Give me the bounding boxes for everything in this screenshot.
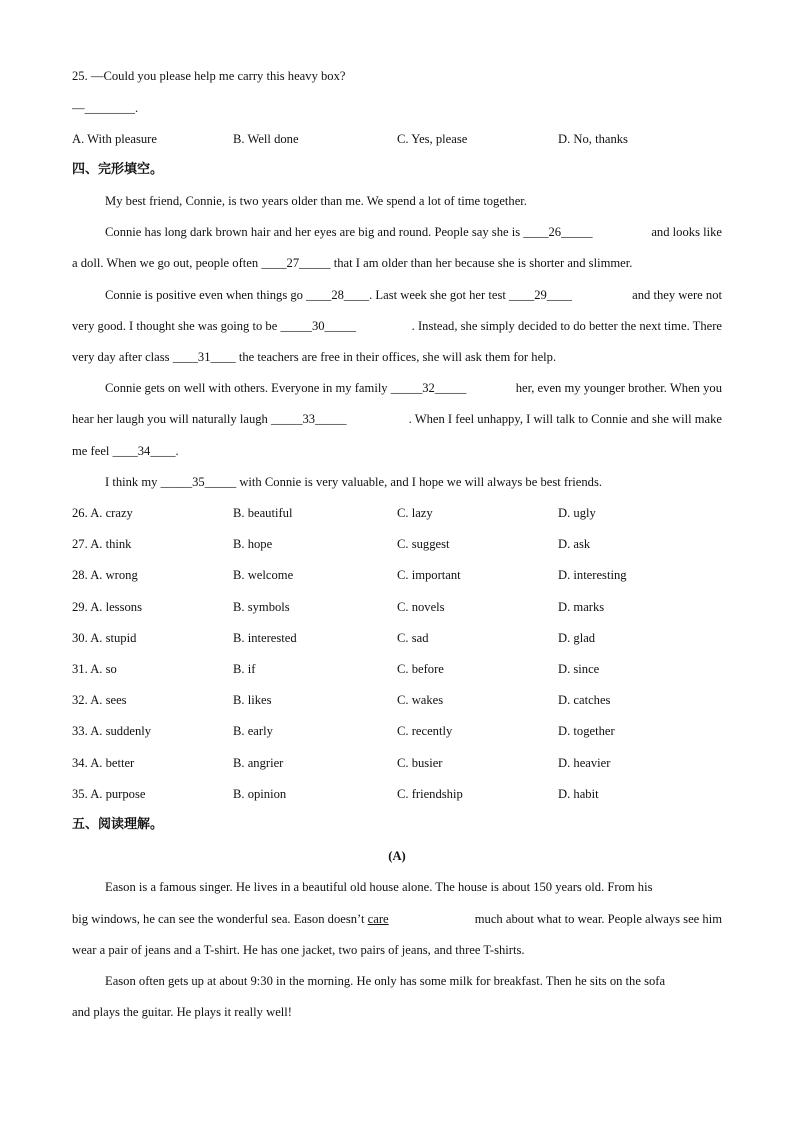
q35-option-d: D. habit	[558, 787, 599, 801]
blank-26: ____26_____	[523, 225, 593, 239]
passage-paragraph-4-line-3: me feel ____34____.	[72, 444, 179, 458]
q25-option-b: B. Well done	[233, 132, 299, 146]
blank-34: ____34____	[112, 444, 176, 458]
blank-28: ____28____	[306, 288, 370, 302]
q33-option-b: B. early	[233, 724, 273, 738]
q28-option-b: B. welcome	[233, 568, 294, 582]
q25-question: 25. —Could you please help me carry this heavy box?	[72, 69, 346, 83]
q27-option-d: D. ask	[558, 537, 591, 551]
q31-option-b: B. if	[233, 662, 256, 676]
q26-option-a: 26. A. crazy	[72, 506, 133, 520]
passage-paragraph-2-line-2: a doll. When we go out, people often ____27_____ that I am older than her because she is shorter and slimmer.	[72, 256, 633, 270]
q33-option-a: 33. A. suddenly	[72, 724, 152, 738]
passage-paragraph-2-line-1: Connie has long dark brown hair and her eyes are big and round. People say she is ____26_____ and looks like	[105, 225, 722, 239]
blank-30: _____30_____	[280, 319, 357, 333]
q30-option-c: C. sad	[397, 631, 429, 645]
q29-option-c: C. novels	[397, 600, 445, 614]
passage-paragraph-3-line-1: Connie is positive even when things go ____28____. Last week she got her test ____29____ and they were not	[105, 288, 722, 302]
q35-option-b: B. opinion	[233, 787, 287, 801]
q30-option-a: 30. A. stupid	[72, 631, 137, 645]
q29-option-b: B. symbols	[233, 600, 290, 614]
q32-option-b: B. likes	[233, 693, 272, 707]
q27-option-a: 27. A. think	[72, 537, 132, 551]
passage-paragraph-1: My best friend, Connie, is two years older than me. We spend a lot of time together.	[105, 194, 527, 208]
passage-paragraph-4-line-2: hear her laugh you will naturally laugh _____33_____ . When I feel unhappy, I will talk to Connie and she will make	[72, 412, 722, 426]
section5-heading: 五、阅读理解。	[72, 817, 164, 832]
passage-a-label: (A)	[388, 849, 406, 863]
q34-option-c: C. busier	[397, 756, 443, 770]
passage-paragraph-3-line-2: very good. I thought she was going to be _____30_____ . Instead, she simply decided to do better the next time. There	[72, 319, 722, 333]
q34-option-d: D. heavier	[558, 756, 611, 770]
blank-33: _____33_____	[271, 412, 347, 426]
q32-option-d: D. catches	[558, 693, 611, 707]
passage-paragraph-4-line-1: Connie gets on well with others. Everyone in my family _____32_____ her, even my younger brother. When you	[105, 381, 722, 395]
q32-option-c: C. wakes	[397, 693, 444, 707]
reading-paragraph-1-line-3: wear a pair of jeans and a T-shirt. He has one jacket, two pairs of jeans, and three T-shirts.	[72, 943, 525, 957]
passage-paragraph-3-line-3: very day after class ____31____ the teachers are free in their offices, she will ask them for help.	[72, 350, 557, 364]
q33-option-c: C. recently	[397, 724, 453, 738]
section4-heading: 四、完形填空。	[72, 162, 164, 177]
q25-option-d: D. No, thanks	[558, 132, 628, 146]
blank-35: _____35_____	[160, 475, 237, 489]
q31-option-c: C. before	[397, 662, 444, 676]
reading-paragraph-1-line-1: Eason is a famous singer. He lives in a beautiful old house alone. The house is about 150 years old. From his	[105, 880, 653, 894]
q27-option-b: B. hope	[233, 537, 273, 551]
q34-option-a: 34. A. better	[72, 756, 135, 770]
q29-option-a: 29. A. lessons	[72, 600, 142, 614]
q32-option-a: 32. A. sees	[72, 693, 127, 707]
blank-32: _____32_____	[390, 381, 467, 395]
q28-option-a: 28. A. wrong	[72, 568, 138, 582]
q28-option-d: D. interesting	[558, 568, 627, 582]
q35-option-a: 35. A. purpose	[72, 787, 146, 801]
q29-option-d: D. marks	[558, 600, 605, 614]
q28-option-c: C. important	[397, 568, 461, 582]
blank-31: ____31____	[172, 350, 236, 364]
reading-paragraph-1-line-2: big windows, he can see the wonderful sea. Eason doesn’t care much about what to wear. People always see him	[72, 912, 722, 926]
q35-option-c: C. friendship	[397, 787, 463, 801]
q34-option-b: B. angrier	[233, 756, 284, 770]
q25-option-a: A. With pleasure	[72, 132, 157, 146]
underlined-word-care: care	[367, 912, 389, 926]
reading-paragraph-2-line-1: Eason often gets up at about 9:30 in the morning. He only has some milk for breakfast. Then he sits on the sofa	[105, 974, 666, 988]
blank-27: ____27_____	[261, 256, 331, 270]
q26-option-b: B. beautiful	[233, 506, 293, 520]
q26-option-d: D. ugly	[558, 506, 596, 520]
q31-option-a: 31. A. so	[72, 662, 117, 676]
q27-option-c: C. suggest	[397, 537, 450, 551]
blank-29: ____29____	[509, 288, 572, 302]
q30-option-b: B. interested	[233, 631, 297, 645]
q25-answer-blank: —________.	[72, 101, 139, 115]
reading-paragraph-2-line-2: and plays the guitar. He plays it really well!	[72, 1005, 292, 1019]
q25-option-c: C. Yes, please	[397, 132, 468, 146]
q30-option-d: D. glad	[558, 631, 596, 645]
passage-paragraph-5: I think my _____35_____ with Connie is very valuable, and I hope we will always be best friends.	[105, 475, 603, 489]
q33-option-d: D. together	[558, 724, 615, 738]
q26-option-c: C. lazy	[397, 506, 433, 520]
q31-option-d: D. since	[558, 662, 600, 676]
